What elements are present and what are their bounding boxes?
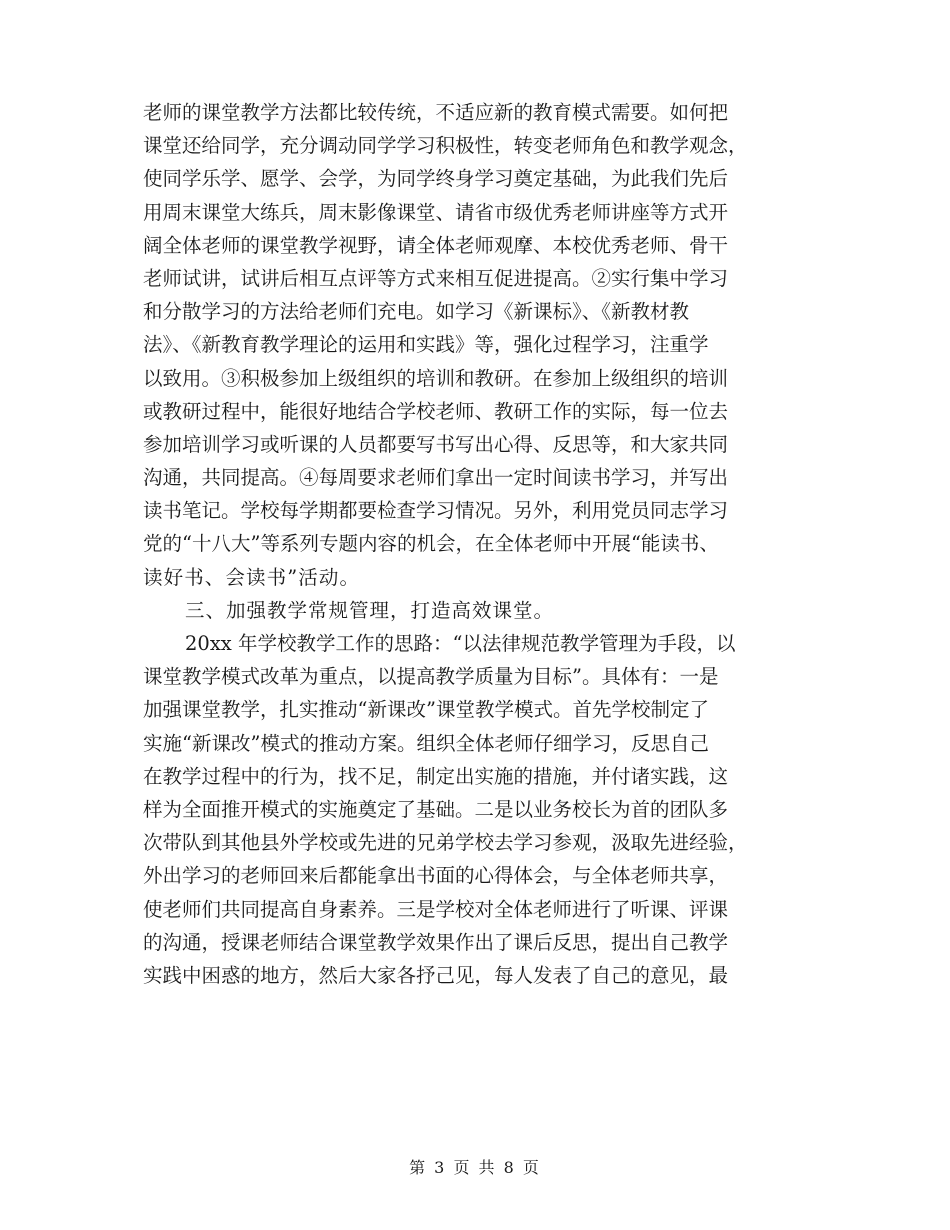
paragraph-line: 样为全面推开模式的实施奠定了基础。二是以业务校长为首的团队多	[143, 797, 729, 821]
paragraph-line: 在教学过程中的行为，找不足，制定出实施的措施，并付诸实践，这	[143, 764, 729, 788]
paragraph-line: 党的“十八大”等系列专题内容的机会，在全体老师中开展“能读书、	[143, 532, 719, 556]
paragraph-line: 读书笔记。学校每学期都要检查学习情况。另外，利用党员同志学习	[143, 499, 729, 523]
paragraph-line: 使同学乐学、愿学、会学，为同学终身学习奠定基础，为此我们先后	[143, 167, 729, 191]
paragraph-line: 加强课堂教学，扎实推动“新课改”课堂教学模式。首先学校制定了	[143, 698, 709, 722]
paragraph-line: 读好书、会读书”活动。	[143, 565, 361, 589]
paragraph-line: 外出学习的老师回来后都能拿出书面的心得体会，与全体老师共享，	[143, 864, 729, 888]
paragraph-line: 或教研过程中，能很好地结合学校老师、教研工作的实际，每一位去	[143, 399, 729, 423]
paragraph-line: 20xx 年学校教学工作的思路：“以法律规范教学管理为手段，以	[185, 632, 736, 655]
paragraph-line: 老师试讲，试讲后相互点评等方式来相互促进提高。②实行集中学习	[143, 266, 729, 290]
paragraph-line: 课堂还给同学，充分调动同学学习积极性，转变老师角色和教学观念，	[143, 134, 748, 158]
paragraph-line: 法》、《新教育教学理论的运用和实践》等，强化过程学习，注重学	[143, 333, 709, 357]
paragraph-line: 阔全体老师的课堂教学视野，请全体老师观摩、本校优秀老师、骨干	[143, 233, 729, 257]
paragraph-line: 次带队到其他县外学校或先进的兄弟学校去学习参观，汲取先进经验，	[143, 831, 748, 855]
paragraph-line: 实践中困惑的地方，然后大家各抒己见，每人发表了自己的意见，最	[143, 963, 729, 987]
paragraph-line: 以致用。③积极参加上级组织的培训和教研。在参加上级组织的培训	[143, 366, 729, 390]
section-heading: 三、加强教学常规管理，打造高效课堂。	[185, 598, 555, 622]
paragraph-line: 沟通，共同提高。④每周要求老师们拿出一定时间读书学习，并写出	[143, 466, 729, 490]
paragraph-line: 老师的课堂教学方法都比较传统，不适应新的教育模式需要。如何把	[143, 101, 729, 124]
paragraph-line: 课堂教学模式改革为重点，以提高教学质量为目标”。具体有：一是	[143, 665, 719, 689]
paragraph-line: 参加培训学习或听课的人员都要写书写出心得、反思等，和大家共同	[143, 432, 729, 456]
paragraph-line: 用周末课堂大练兵，周末影像课堂、请省市级优秀老师讲座等方式开	[143, 200, 729, 224]
paragraph-line: 的沟通，授课老师结合课堂教学效果作出了课后反思，提出自己教学	[143, 930, 729, 954]
paragraph-line: 和分散学习的方法给老师们充电。如学习《新课标》、《新教材教	[143, 300, 690, 324]
document-body	[143, 96, 807, 992]
page-number-footer: 第 3 页 共 8 页	[409, 1158, 541, 1177]
paragraph-line: 使老师们共同提高自身素养。三是学校对全体老师进行了听课、评课	[143, 897, 729, 921]
paragraph-line: 实施“新课改”模式的推动方案。组织全体老师仔细学习，反思自己	[143, 731, 709, 755]
